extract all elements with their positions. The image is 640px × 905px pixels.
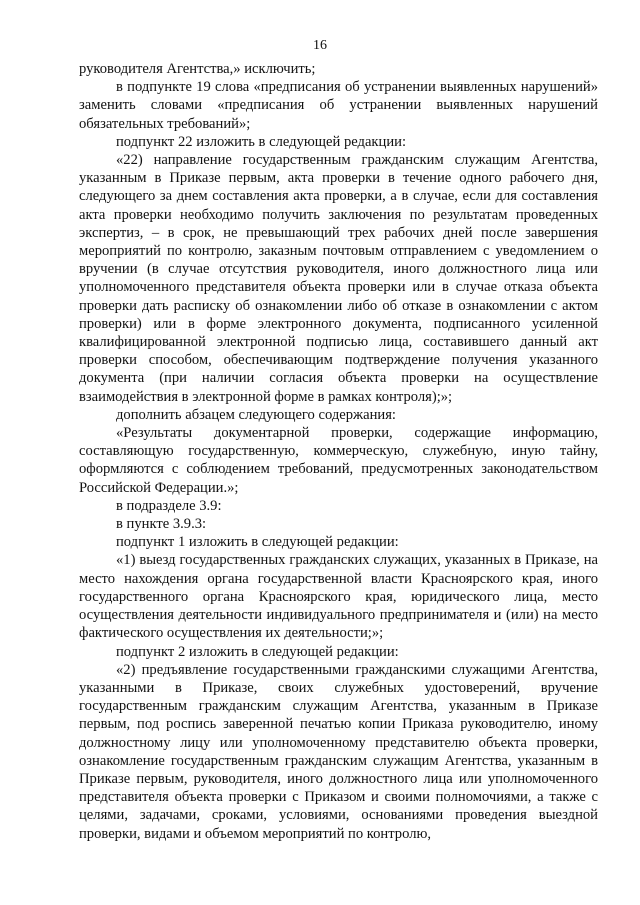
paragraph: «Результаты документарной проверки, содержащие информацию, составляющую государственную, коммерческую, служебную, иную тайну, оформляются с соблюдением требований, предусмотренных законодательством Российской Федерации.»; [79, 425, 598, 496]
paragraph: «1) выезд государственных гражданских служащих, указанных в Приказе, на место нахождения органа государственной власти Красноярского края, иного государственного органа Красноярского края, юридического лица, место осуществления деятельности индивидуального предпринимателя и (или) на место фактического осуществления их деятельности;»; [79, 552, 598, 642]
paragraph: дополнить абзацем следующего содержания: [116, 406, 396, 423]
paragraph: руководителя Агентства,» исключить; [79, 61, 316, 77]
paragraph: подпункт 1 изложить в следующей редакции: [116, 534, 399, 551]
paragraph: подпункт 22 изложить в следующей редакции: [116, 133, 407, 150]
paragraph: «22) направление государственным гражданским служащим Агентства, указанным в Приказе первым, акта проверки в течение одного рабочего дня, следующего за днем составления акта проверки, а в случае, если для составления акта проверки необходимо получить заключения по результатам проведенных экспертиз, – в срок, не превышающий трех рабочих дней после завершения мероприятий по контролю, заказным почтовым отправлением с уведомлением о вручении (в случае отсутствия руководителя, иного должностного лица или уполномоченного представителя объекта проверки или в случае отказа объекта проверки дать расписку об ознакомлении либо об отказе в ознакомлении с актом проверки) или в форме электронного документа, подписанного усиленной квалифицированной электронной подписью лица, составившего данный акт проверки способом, обеспечивающим подтверждение получения указанного документа (при наличии согласия объекта проверки на осуществление взаимодействия в электронной форме в рамках контроля);»; [79, 152, 598, 405]
paragraph: подпункт 2 изложить в следующей редакции: [116, 643, 399, 660]
paragraph: в подразделе 3.9: [116, 497, 222, 514]
paragraph: «2) предъявление государственными гражданскими служащими Агентства, указанными в Приказе, своих служебных удостоверений, вручение государственным гражданским служащим Агентства, указанным в Приказе первым, под роспись заверенной печатью копии Приказа руководителю, иному должностному лицу или уполномоченному представителю объекта проверки, ознакомление государственным гражданским служащим Агентства, указанным в Приказе первым, руководителя, иного должностного лица или уполномоченного представителя объекта проверки с Приказом и своими полномочиями, а также с целями, задачами, сроками, условиями, основаниями проведения выездной проверки, видами и объемом мероприятий по контролю, [79, 661, 598, 842]
paragraph: в подпункте 19 слова «предписания об устранении выявленных нарушений» заменить словами «предписания об устранении выявленных нарушений обязательных требований»; [79, 79, 598, 132]
paragraph: в пункте 3.9.3: [116, 516, 207, 533]
document-body [79, 60, 598, 843]
page-number: 16 [313, 38, 327, 53]
